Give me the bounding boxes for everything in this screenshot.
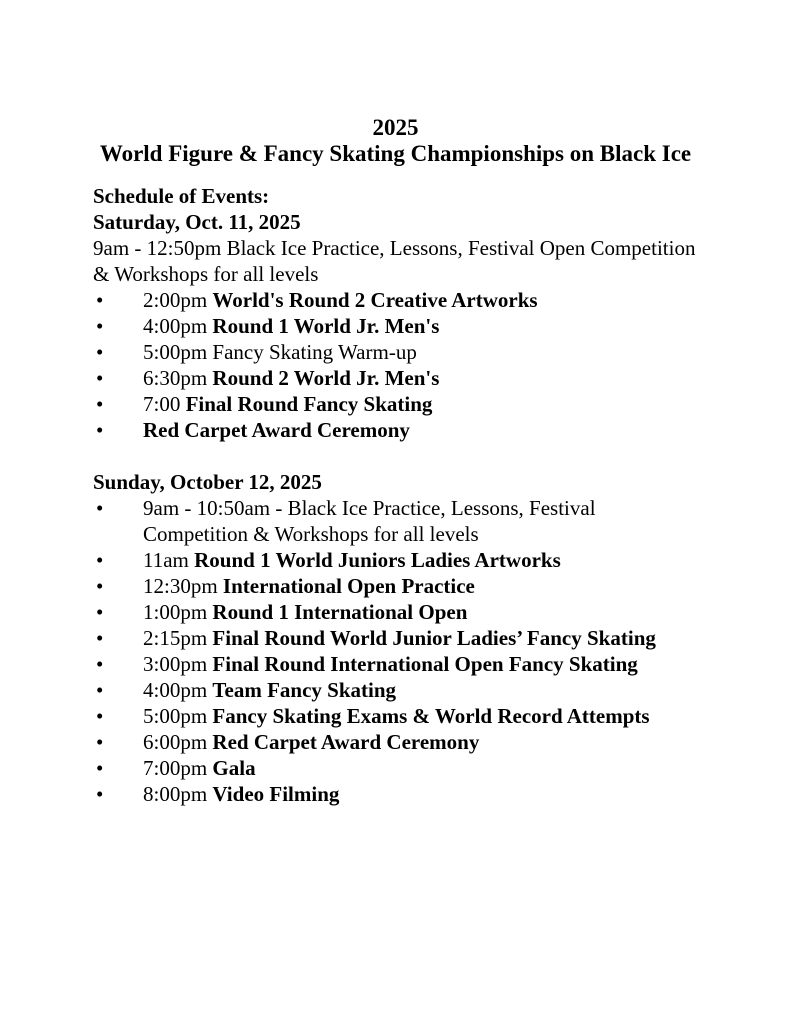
event-title: International Open Practice [222, 574, 475, 598]
event-time: 6:30pm [143, 366, 213, 390]
bullet-icon: • [96, 418, 104, 442]
event-title: 9am - 10:50am - Black Ice Practice, Lessons, Festival Competition & Workshops for all levels [143, 496, 596, 546]
event-time: 12:30pm [143, 574, 223, 598]
event-time: 6:00pm [143, 730, 213, 754]
day-heading: Saturday, Oct. 11, 2025 [93, 210, 301, 234]
event-title: Final Round Fancy Skating [185, 392, 433, 416]
day-heading: Sunday, October 12, 2025 [93, 470, 322, 494]
event-time: 8:00pm [143, 782, 213, 806]
event-title: Round 1 International Open [212, 600, 468, 624]
bullet-icon: • [96, 548, 104, 572]
event-item [93, 703, 698, 729]
event-item [93, 755, 698, 781]
event-title: Round 2 World Jr. Men's [212, 366, 440, 390]
day-section-saturday [93, 209, 698, 443]
bullet-icon: • [96, 392, 104, 416]
event-title: Final Round International Open Fancy Skating [212, 652, 638, 676]
event-item [93, 313, 698, 339]
bullet-icon: • [96, 574, 104, 598]
event-time: 5:00pm [143, 704, 213, 728]
event-time: 3:00pm [143, 652, 213, 676]
bullet-icon: • [96, 314, 104, 338]
event-title: Final Round World Junior Ladies’ Fancy Skating [212, 626, 656, 650]
event-time: 7:00pm [143, 756, 213, 780]
event-item [93, 287, 698, 313]
event-time: 11am [143, 548, 195, 572]
bullet-icon: • [96, 288, 104, 312]
event-item [93, 729, 698, 755]
event-item [93, 573, 698, 599]
event-item [93, 781, 698, 807]
event-title: World's Round 2 Creative Artworks [212, 288, 538, 312]
event-time: 5:00pm [143, 340, 213, 364]
title-year: 2025 [372, 115, 419, 140]
event-title: Round 1 World Juniors Ladies Artworks [194, 548, 561, 572]
bullet-icon: • [96, 496, 104, 520]
event-item [93, 599, 698, 625]
document-header [93, 115, 698, 167]
bullet-icon: • [96, 600, 104, 624]
event-time: 2:00pm [143, 288, 213, 312]
bullet-icon: • [96, 366, 104, 390]
bullet-icon: • [96, 652, 104, 676]
day-section-sunday [93, 469, 698, 807]
event-time: 4:00pm [143, 314, 213, 338]
event-title: Fancy Skating Exams & World Record Attempts [212, 704, 650, 728]
event-time: 1:00pm [143, 600, 213, 624]
bullet-icon: • [96, 730, 104, 754]
event-item [93, 625, 698, 651]
event-title: Red Carpet Award Ceremony [143, 418, 410, 442]
event-item [93, 677, 698, 703]
event-item [93, 391, 698, 417]
event-list [93, 287, 698, 443]
event-title: Red Carpet Award Ceremony [212, 730, 480, 754]
event-item [93, 417, 698, 443]
event-title: Round 1 World Jr. Men's [212, 314, 440, 338]
event-time: 7:00 [143, 392, 186, 416]
event-title: Gala [212, 756, 256, 780]
bullet-icon: • [96, 678, 104, 702]
event-title: Fancy Skating Warm-up [212, 340, 417, 364]
event-title: Video Filming [212, 782, 340, 806]
event-item [93, 339, 698, 365]
bullet-icon: • [96, 704, 104, 728]
bullet-icon: • [96, 626, 104, 650]
schedule-heading: Schedule of Events: [93, 184, 270, 208]
event-item [93, 365, 698, 391]
event-item [93, 547, 698, 573]
day-intro: 9am - 12:50pm Black Ice Practice, Lessons, Festival Open Competition & Workshops for all levels [93, 236, 696, 286]
event-time: 2:15pm [143, 626, 213, 650]
bullet-icon: • [96, 782, 104, 806]
title-main: World Figure & Fancy Skating Championships on Black Ice [99, 141, 692, 166]
event-title: Team Fancy Skating [212, 678, 397, 702]
event-time: 4:00pm [143, 678, 213, 702]
event-list [93, 495, 698, 807]
event-item [93, 495, 698, 547]
bullet-icon: • [96, 756, 104, 780]
bullet-icon: • [96, 340, 104, 364]
event-item [93, 651, 698, 677]
